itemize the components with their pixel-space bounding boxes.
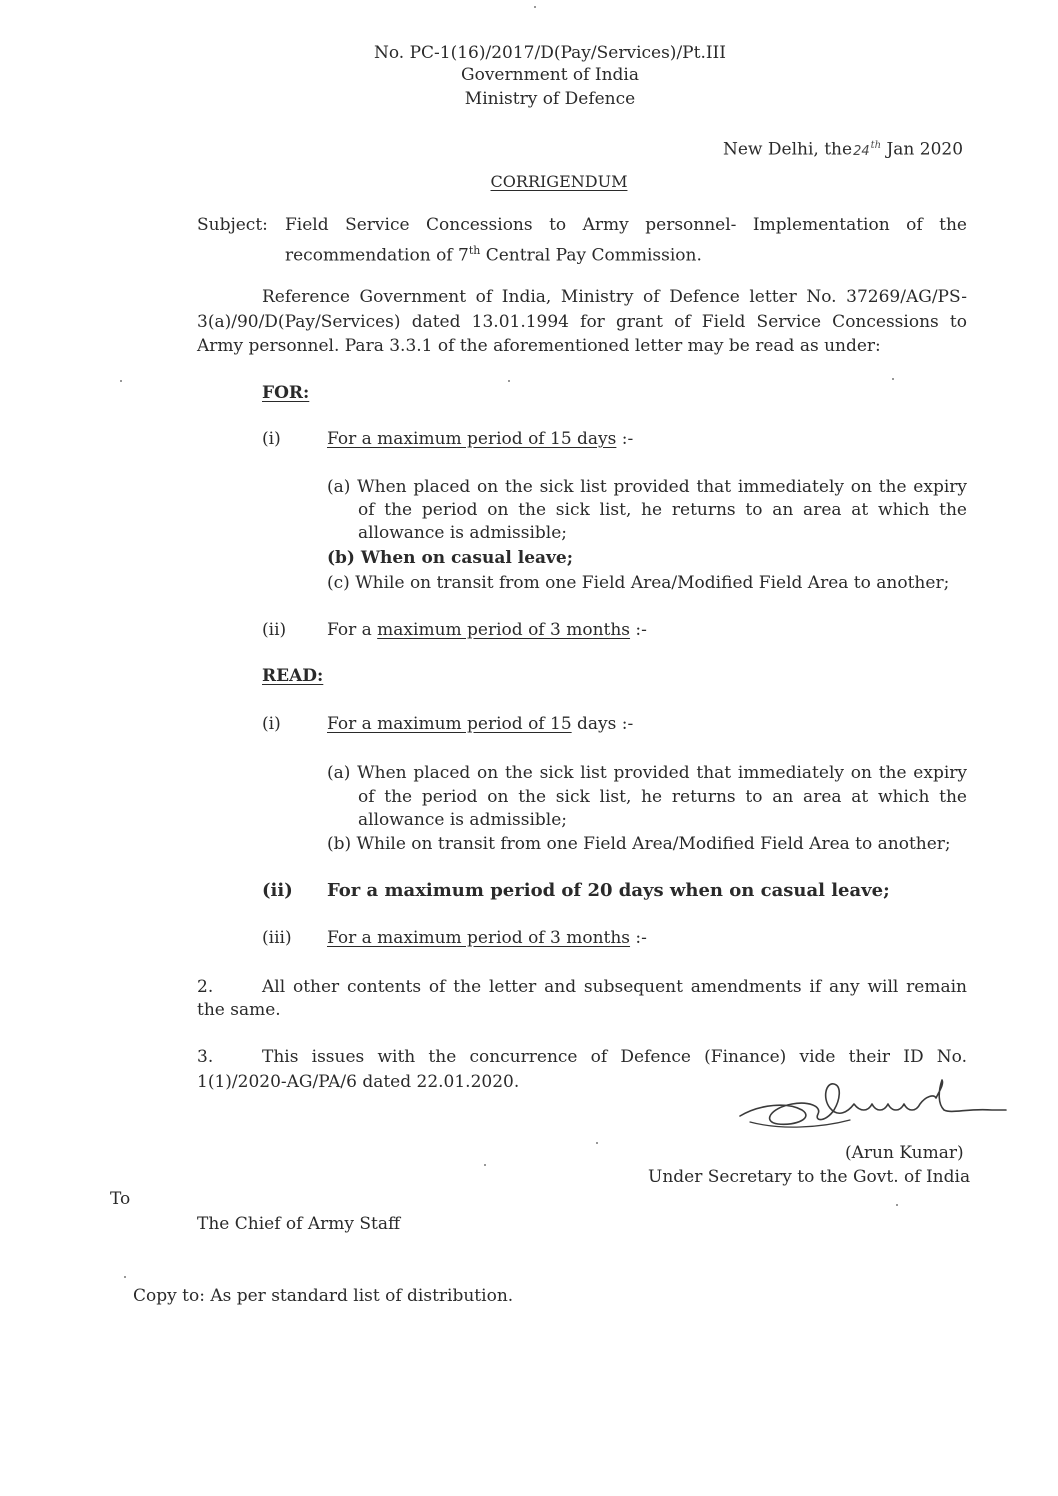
read-item-b: (b) While on transit from one Field Area/Modified Field Area to another;	[327, 834, 951, 854]
date-line	[723, 134, 963, 163]
for-item-ii-prefix: For a	[327, 620, 378, 640]
read-item-i-text: For a maximum period of 15	[327, 714, 572, 734]
read-heading: READ:	[262, 666, 324, 686]
addressee-name: The Chief of Army Staff	[197, 1214, 401, 1234]
reference-line-1: Reference Government of India, Ministry of Defence letter No. 37269/AG/PS-	[262, 287, 967, 307]
signatory-name: (Arun Kumar)	[845, 1143, 964, 1163]
read-item-iii-number: (iii)	[262, 928, 292, 948]
for-heading: FOR:	[262, 383, 310, 403]
read-item-i	[327, 713, 633, 736]
ministry-name: Ministry of Defence	[464, 89, 636, 109]
scan-speck	[596, 1142, 598, 1144]
signatory-designation: Under Secretary to the Govt. of India	[648, 1167, 971, 1187]
for-item-ii-number: (ii)	[262, 620, 287, 640]
for-item-i-text: For a maximum period of 15 days	[327, 429, 617, 449]
subject-label: Subject:	[197, 215, 268, 235]
date-day-suffix: th	[870, 140, 882, 151]
for-item-ii	[327, 619, 647, 642]
for-item-i-number: (i)	[262, 429, 281, 449]
scan-speck	[896, 1204, 898, 1206]
file-number: No. PC-1(16)/2017/D(Pay/Services)/Pt.III	[373, 43, 726, 63]
date-month-year: Jan 2020	[886, 139, 964, 160]
addressee-to: To	[110, 1189, 131, 1209]
para-2-line-2: the same.	[197, 1000, 281, 1020]
for-item-i	[327, 428, 633, 451]
date-day: 24	[853, 143, 870, 159]
subject-line-2-start: recommendation of 7	[285, 245, 469, 266]
read-item-iii	[327, 927, 647, 950]
subject-line-2	[285, 239, 702, 268]
read-item-ii-number: (ii)	[262, 880, 293, 901]
date-prefix: New Delhi, the	[723, 139, 853, 160]
read-item-ii: For a maximum period of 20 days when on casual leave;	[327, 880, 890, 901]
scan-speck	[534, 6, 536, 8]
scan-speck	[120, 380, 122, 382]
reference-line-3: Army personnel. Para 3.3.1 of the aforementioned letter may be read as under:	[197, 336, 881, 356]
government-name: Government of India	[461, 65, 639, 85]
para-2-line-1: All other contents of the letter and subsequent amendments if any will remain	[262, 977, 967, 997]
read-item-a-line-2: of the period on the sick list, he returns to an area at which the	[358, 787, 967, 807]
read-item-a-line-1: (a) When placed on the sick list provided that immediately on the expiry	[327, 763, 967, 783]
for-item-b: (b) When on casual leave;	[327, 548, 574, 568]
scan-speck	[508, 380, 510, 382]
read-item-iii-text: For a maximum period of 3 months	[327, 928, 631, 948]
for-item-a-line-1: (a) When placed on the sick list provided that immediately on the expiry	[327, 477, 967, 497]
copy-to: Copy to: As per standard list of distribution.	[133, 1286, 514, 1306]
read-item-i-number: (i)	[262, 714, 281, 734]
read-item-a-line-3: allowance is admissible;	[358, 810, 567, 830]
for-item-ii-text: maximum period of 3 months	[377, 620, 631, 640]
para-3-number: 3.	[197, 1047, 214, 1067]
subject-line-2-end: Central Pay Commission.	[480, 245, 702, 266]
scan-speck	[892, 378, 894, 380]
subject-superscript: th	[468, 244, 481, 257]
scan-speck	[124, 1276, 126, 1278]
para-2-number: 2.	[197, 977, 214, 997]
for-item-a-line-2: of the period on the sick list, he returns to an area at which the	[358, 500, 967, 520]
scan-speck	[484, 1164, 486, 1166]
para-3-line-1: This issues with the concurrence of Defence (Finance) vide their ID No.	[262, 1047, 967, 1067]
for-item-a-line-3: allowance is admissible;	[358, 523, 567, 543]
for-item-i-suffix: :-	[616, 429, 634, 449]
subject-line-1: Field Service Concessions to Army personnel- Implementation of the	[285, 215, 967, 235]
for-item-ii-suffix: :-	[630, 620, 647, 640]
para-3-line-2: 1(1)/2020-AG/PA/6 dated 22.01.2020.	[197, 1072, 520, 1092]
for-item-c: (c) While on transit from one Field Area/Modified Field Area to another;	[327, 573, 950, 593]
read-item-i-suffix: days :-	[571, 714, 634, 734]
document-title: CORRIGENDUM	[490, 172, 628, 191]
read-item-iii-suffix: :-	[630, 928, 647, 948]
reference-line-2: 3(a)/90/D(Pay/Services) dated 13.01.1994 for grant of Field Service Concessions to	[197, 312, 967, 332]
signature	[730, 1068, 1010, 1138]
